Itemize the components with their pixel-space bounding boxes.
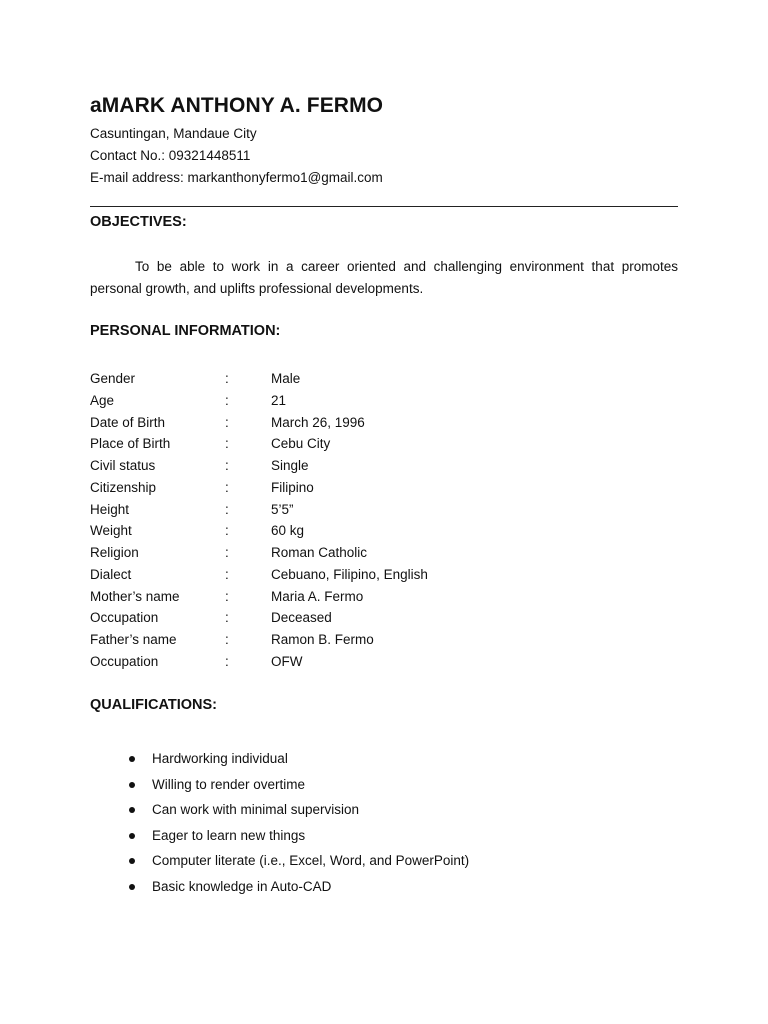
info-value: Maria A. Fermo: [271, 588, 364, 604]
info-row-age: [90, 390, 678, 412]
qualifications-heading: QUALIFICATIONS:: [90, 697, 217, 713]
info-label: Place of Birth: [90, 436, 171, 452]
info-row-fathers-name: [90, 629, 678, 651]
address-line: Casuntingan, Mandaue City: [90, 126, 257, 141]
personal-information-table: [90, 368, 678, 673]
info-value: March 26, 1996: [271, 414, 365, 430]
qualification-text: Can work with minimal supervision: [152, 802, 360, 817]
info-label: Citizenship: [90, 479, 157, 495]
info-value: Roman Catholic: [271, 545, 368, 560]
objectives-heading: OBJECTIVES:: [90, 214, 187, 230]
applicant-name: aMARK ANTHONY A. FERMO: [90, 94, 384, 117]
info-colon: :: [225, 414, 229, 430]
info-row-fathers-occupation: [90, 651, 678, 673]
info-label: Mother’s name: [90, 588, 180, 604]
info-value: Male: [271, 371, 301, 386]
info-colon: :: [225, 436, 229, 452]
info-value: OFW: [271, 653, 303, 669]
info-label: Religion: [90, 545, 139, 560]
info-colon: :: [225, 523, 229, 539]
list-item: [90, 772, 678, 798]
list-item: [90, 823, 678, 849]
info-row-place-of-birth: [90, 433, 678, 455]
bullet-icon: [129, 858, 135, 864]
info-label: Dialect: [90, 566, 132, 582]
qualification-text: Computer literate (i.e., Excel, Word, and PowerPoint): [152, 853, 470, 868]
bullet-icon: [129, 884, 135, 890]
info-row-civil-status: [90, 455, 678, 477]
info-colon: :: [225, 545, 229, 560]
info-label: Weight: [90, 523, 132, 539]
info-row-dialect: [90, 564, 678, 586]
info-colon: :: [225, 588, 229, 604]
info-label: Height: [90, 501, 130, 517]
email-line: E-mail address: markanthonyfermo1@gmail.com: [90, 170, 383, 185]
info-value: Cebu City: [271, 436, 331, 452]
bullet-icon: [129, 782, 135, 788]
info-row-religion: [90, 542, 678, 564]
info-value: Cebuano, Filipino, English: [271, 566, 428, 582]
objective-text: To be able to work in a career oriented and challenging environment that promotes personal growth, and uplifts professional developments.: [90, 259, 678, 296]
info-row-gender: [90, 368, 678, 390]
qualification-text: Willing to render overtime: [152, 776, 306, 792]
info-colon: :: [225, 653, 229, 669]
info-value: 60 kg: [271, 523, 305, 539]
info-label: Father’s name: [90, 632, 177, 647]
contact-number-line: Contact No.: 09321448511: [90, 148, 251, 163]
info-value: Deceased: [271, 610, 332, 626]
info-value: Single: [271, 458, 309, 473]
qualification-text: Basic knowledge in Auto-CAD: [152, 878, 332, 894]
list-item: [90, 797, 678, 823]
info-label: Gender: [90, 371, 136, 386]
info-value: Ramon B. Fermo: [271, 632, 374, 647]
info-value: 5’5”: [271, 501, 294, 517]
info-row-mothers-name: [90, 586, 678, 608]
bullet-icon: [129, 756, 135, 762]
qualifications-list: [90, 746, 678, 899]
info-colon: :: [225, 610, 229, 626]
info-row-height: [90, 499, 678, 521]
info-colon: :: [225, 392, 229, 408]
info-colon: :: [225, 501, 229, 517]
info-row-citizenship: [90, 477, 678, 499]
info-label: Civil status: [90, 458, 156, 473]
info-colon: :: [225, 458, 229, 473]
info-value: Filipino: [271, 479, 314, 495]
info-row-weight: [90, 520, 678, 542]
qualification-text: Hardworking individual: [152, 751, 288, 766]
info-label: Age: [90, 392, 115, 408]
info-row-date-of-birth: [90, 412, 678, 434]
info-colon: :: [225, 479, 229, 495]
info-colon: :: [225, 566, 229, 582]
info-colon: :: [225, 632, 229, 647]
info-row-mothers-occupation: [90, 607, 678, 629]
bullet-icon: [129, 833, 135, 839]
info-label: Date of Birth: [90, 414, 166, 430]
list-item: [90, 848, 678, 874]
info-label: Occupation: [90, 610, 159, 626]
bullet-icon: [129, 807, 135, 813]
personal-information-heading: PERSONAL INFORMATION:: [90, 323, 281, 339]
list-item: [90, 874, 678, 900]
info-colon: :: [225, 371, 229, 386]
list-item: [90, 746, 678, 772]
qualification-text: Eager to learn new things: [152, 827, 306, 843]
info-label: Occupation: [90, 653, 159, 669]
info-value: 21: [271, 392, 287, 408]
header-divider: [90, 206, 678, 207]
